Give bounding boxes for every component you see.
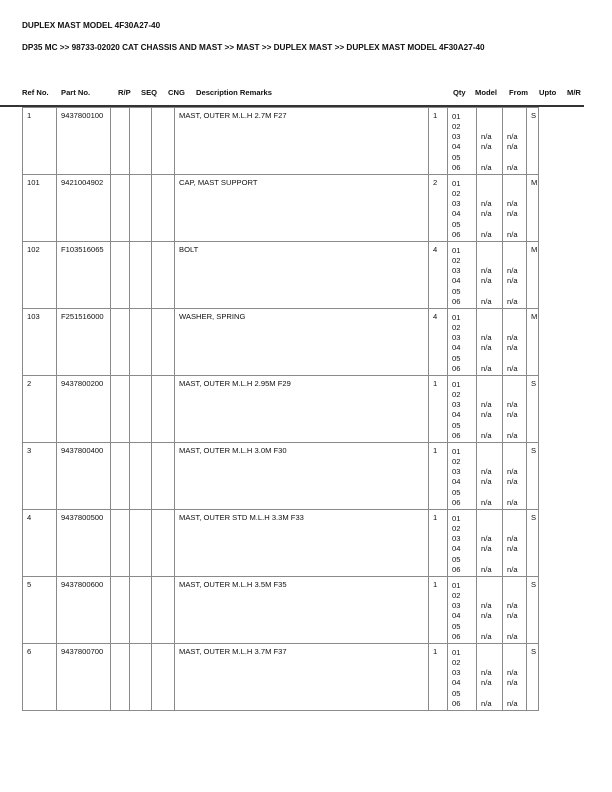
upto-value: n/a — [507, 332, 518, 342]
model-code: 05 — [452, 688, 461, 698]
header-qty: Qty — [453, 88, 466, 97]
model-code: 06 — [452, 565, 461, 575]
ref-no-cell: 4 — [23, 510, 57, 577]
model-code: 01 — [452, 380, 461, 389]
header-mr: M/R — [567, 88, 581, 97]
model-code: 02 — [452, 590, 461, 600]
from-value: n/a — [481, 477, 492, 487]
from-cell — [477, 242, 503, 309]
upto-value: n/a — [507, 431, 518, 441]
model-code: 03 — [452, 399, 461, 409]
from-cell — [477, 510, 503, 577]
upto-value — [507, 648, 526, 658]
from-value: n/a — [481, 410, 492, 420]
header-part-no: Part No. — [61, 88, 91, 97]
from-value — [481, 514, 502, 524]
upto-value: n/a — [507, 265, 518, 275]
description-cell: MAST, OUTER STD M.L.H 3.3M F33 — [175, 510, 429, 577]
cng-cell — [152, 443, 175, 510]
model-code: 06 — [452, 632, 461, 642]
part-no-cell: 9437800700 — [57, 644, 111, 711]
from-value — [481, 648, 502, 658]
model-cell — [448, 510, 477, 577]
model-code: 04 — [452, 209, 461, 219]
model-code: 03 — [452, 198, 461, 208]
from-value: n/a — [481, 332, 492, 342]
from-value: n/a — [481, 678, 492, 688]
from-value — [481, 313, 502, 323]
from-value — [481, 581, 502, 591]
model-code: 04 — [452, 611, 461, 621]
mr-cell: M — [527, 309, 539, 376]
seq-cell — [130, 376, 152, 443]
upto-value — [507, 622, 526, 632]
model-code: 03 — [452, 600, 461, 610]
upto-cell — [503, 376, 527, 443]
upto-value: n/a — [507, 399, 518, 409]
upto-value — [507, 689, 526, 699]
upto-value — [507, 421, 526, 431]
upto-value — [507, 658, 526, 668]
from-value: n/a — [481, 632, 492, 642]
from-value: n/a — [481, 667, 492, 677]
qty-cell: 1 — [429, 443, 448, 510]
mr-cell: S — [527, 443, 539, 510]
model-code: 05 — [452, 420, 461, 430]
ref-no-cell: 5 — [23, 577, 57, 644]
upto-value: n/a — [507, 533, 518, 543]
page-title: DUPLEX MAST MODEL 4F30A27-40 — [22, 21, 161, 30]
model-code: 06 — [452, 498, 461, 508]
upto-value: n/a — [507, 198, 518, 208]
description-cell: MAST, OUTER M.L.H 3.7M F37 — [175, 644, 429, 711]
ref-no-cell: 1 — [23, 108, 57, 175]
from-value: n/a — [481, 399, 492, 409]
upto-value: n/a — [507, 466, 518, 476]
from-value: n/a — [481, 209, 492, 219]
upto-value: n/a — [507, 699, 518, 709]
table-row — [23, 510, 539, 577]
upto-value — [507, 514, 526, 524]
header-rp: R/P — [118, 88, 131, 97]
upto-cell — [503, 644, 527, 711]
part-no-cell: 9437800200 — [57, 376, 111, 443]
model-code: 04 — [452, 410, 461, 420]
table-row — [23, 309, 539, 376]
model-code: 05 — [452, 554, 461, 564]
cng-cell — [152, 510, 175, 577]
model-code: 06 — [452, 699, 461, 709]
header-cng: CNG — [168, 88, 185, 97]
from-value — [481, 287, 502, 297]
description-cell: MAST, OUTER M.L.H 2.95M F29 — [175, 376, 429, 443]
model-code: 03 — [452, 265, 461, 275]
model-code: 06 — [452, 230, 461, 240]
upto-value: n/a — [507, 364, 518, 374]
upto-cell — [503, 108, 527, 175]
qty-cell: 4 — [429, 309, 448, 376]
model-code: 06 — [452, 364, 461, 374]
part-no-cell: F251516000 — [57, 309, 111, 376]
model-code: 01 — [452, 313, 461, 322]
from-value: n/a — [481, 466, 492, 476]
from-value — [481, 447, 502, 457]
from-value: n/a — [481, 611, 492, 621]
rp-cell — [111, 510, 130, 577]
from-value: n/a — [481, 142, 492, 152]
seq-cell — [130, 510, 152, 577]
model-cell — [448, 644, 477, 711]
mr-cell: M — [527, 242, 539, 309]
cng-cell — [152, 175, 175, 242]
seq-cell — [130, 577, 152, 644]
rp-cell — [111, 175, 130, 242]
upto-value — [507, 581, 526, 591]
model-code: 01 — [452, 246, 461, 255]
from-cell — [477, 108, 503, 175]
upto-cell — [503, 443, 527, 510]
rp-cell — [111, 309, 130, 376]
upto-value — [507, 488, 526, 498]
ref-no-cell: 2 — [23, 376, 57, 443]
from-value — [481, 380, 502, 390]
model-cell — [448, 309, 477, 376]
model-code: 02 — [452, 389, 461, 399]
qty-cell: 1 — [429, 644, 448, 711]
model-code: 06 — [452, 431, 461, 441]
model-code: 04 — [452, 544, 461, 554]
qty-cell: 1 — [429, 376, 448, 443]
cng-cell — [152, 242, 175, 309]
upto-value — [507, 354, 526, 364]
model-code: 04 — [452, 142, 461, 152]
from-cell — [477, 309, 503, 376]
upto-value — [507, 287, 526, 297]
from-cell — [477, 443, 503, 510]
cng-cell — [152, 577, 175, 644]
model-code: 03 — [452, 667, 461, 677]
upto-value: n/a — [507, 410, 518, 420]
part-no-cell: F103516065 — [57, 242, 111, 309]
from-value: n/a — [481, 699, 492, 709]
from-value: n/a — [481, 198, 492, 208]
from-value — [481, 246, 502, 256]
from-value: n/a — [481, 297, 492, 307]
from-cell — [477, 577, 503, 644]
upto-value: n/a — [507, 565, 518, 575]
upto-value: n/a — [507, 209, 518, 219]
table-row — [23, 443, 539, 510]
model-code: 05 — [452, 487, 461, 497]
upto-value: n/a — [507, 498, 518, 508]
header-description: Description Remarks — [196, 88, 272, 97]
from-value — [481, 622, 502, 632]
cng-cell — [152, 376, 175, 443]
upto-value — [507, 122, 526, 132]
model-code: 05 — [452, 621, 461, 631]
header-from: From — [509, 88, 528, 97]
mr-cell: S — [527, 577, 539, 644]
model-cell — [448, 577, 477, 644]
from-value: n/a — [481, 533, 492, 543]
upto-value — [507, 112, 526, 122]
model-code: 03 — [452, 131, 461, 141]
model-code: 03 — [452, 466, 461, 476]
model-code: 04 — [452, 343, 461, 353]
ref-no-cell: 6 — [23, 644, 57, 711]
upto-value: n/a — [507, 131, 518, 141]
from-cell — [477, 376, 503, 443]
seq-cell — [130, 309, 152, 376]
from-value — [481, 555, 502, 565]
from-value — [481, 421, 502, 431]
from-value: n/a — [481, 600, 492, 610]
qty-cell: 1 — [429, 510, 448, 577]
model-code: 01 — [452, 179, 461, 188]
upto-value — [507, 153, 526, 163]
upto-value: n/a — [507, 544, 518, 554]
upto-value — [507, 179, 526, 189]
from-value — [481, 179, 502, 189]
ref-no-cell: 101 — [23, 175, 57, 242]
upto-value: n/a — [507, 611, 518, 621]
upto-value: n/a — [507, 276, 518, 286]
header-ref-no: Ref No. — [22, 88, 49, 97]
rp-cell — [111, 577, 130, 644]
qty-cell: 2 — [429, 175, 448, 242]
part-no-cell: 9437800600 — [57, 577, 111, 644]
rp-cell — [111, 644, 130, 711]
from-value: n/a — [481, 163, 492, 173]
from-value — [481, 457, 502, 467]
upto-value: n/a — [507, 600, 518, 610]
ref-no-cell: 103 — [23, 309, 57, 376]
mr-cell: M — [527, 175, 539, 242]
ref-no-cell: 102 — [23, 242, 57, 309]
from-value: n/a — [481, 431, 492, 441]
table-row — [23, 175, 539, 242]
upto-value — [507, 390, 526, 400]
model-code: 03 — [452, 332, 461, 342]
upto-value: n/a — [507, 477, 518, 487]
cng-cell — [152, 309, 175, 376]
from-value — [481, 591, 502, 601]
model-code: 01 — [452, 514, 461, 523]
upto-value — [507, 323, 526, 333]
upto-value: n/a — [507, 667, 518, 677]
from-value: n/a — [481, 565, 492, 575]
rp-cell — [111, 443, 130, 510]
upto-cell — [503, 242, 527, 309]
model-code: 06 — [452, 297, 461, 307]
description-cell: MAST, OUTER M.L.H 2.7M F27 — [175, 108, 429, 175]
upto-value — [507, 313, 526, 323]
from-value — [481, 189, 502, 199]
part-no-cell: 9437800500 — [57, 510, 111, 577]
model-code: 02 — [452, 456, 461, 466]
from-value — [481, 112, 502, 122]
cng-cell — [152, 644, 175, 711]
model-code: 01 — [452, 648, 461, 657]
model-code: 04 — [452, 678, 461, 688]
description-cell: MAST, OUTER M.L.H 3.0M F30 — [175, 443, 429, 510]
part-no-cell: 9437800100 — [57, 108, 111, 175]
model-cell — [448, 175, 477, 242]
header-upto: Upto — [539, 88, 557, 97]
model-code: 05 — [452, 152, 461, 162]
seq-cell — [130, 242, 152, 309]
from-value — [481, 488, 502, 498]
rp-cell — [111, 108, 130, 175]
upto-value: n/a — [507, 230, 518, 240]
qty-cell: 1 — [429, 577, 448, 644]
from-value: n/a — [481, 131, 492, 141]
description-cell: MAST, OUTER M.L.H 3.5M F35 — [175, 577, 429, 644]
part-no-cell: 9437800400 — [57, 443, 111, 510]
from-value — [481, 220, 502, 230]
model-code: 02 — [452, 121, 461, 131]
description-cell: BOLT — [175, 242, 429, 309]
upto-value — [507, 524, 526, 534]
from-cell — [477, 644, 503, 711]
upto-value — [507, 246, 526, 256]
upto-value — [507, 555, 526, 565]
from-value — [481, 689, 502, 699]
upto-cell — [503, 577, 527, 644]
from-value: n/a — [481, 230, 492, 240]
upto-value: n/a — [507, 343, 518, 353]
part-no-cell: 9421004902 — [57, 175, 111, 242]
model-code: 01 — [452, 581, 461, 590]
model-cell — [448, 242, 477, 309]
model-code: 05 — [452, 286, 461, 296]
seq-cell — [130, 644, 152, 711]
rp-cell — [111, 242, 130, 309]
description-cell: WASHER, SPRING — [175, 309, 429, 376]
model-code: 01 — [452, 112, 461, 121]
upto-value: n/a — [507, 142, 518, 152]
model-code: 06 — [452, 163, 461, 173]
model-code: 02 — [452, 657, 461, 667]
upto-value — [507, 256, 526, 266]
model-cell — [448, 108, 477, 175]
model-code: 01 — [452, 447, 461, 456]
seq-cell — [130, 175, 152, 242]
table-row — [23, 644, 539, 711]
table-row — [23, 577, 539, 644]
from-value — [481, 658, 502, 668]
upto-cell — [503, 309, 527, 376]
model-cell — [448, 443, 477, 510]
mr-cell: S — [527, 510, 539, 577]
header-model: Model — [475, 88, 497, 97]
from-value — [481, 256, 502, 266]
seq-cell — [130, 443, 152, 510]
table-row — [23, 108, 539, 175]
from-value: n/a — [481, 544, 492, 554]
rp-cell — [111, 376, 130, 443]
upto-value — [507, 457, 526, 467]
from-value: n/a — [481, 276, 492, 286]
from-value — [481, 524, 502, 534]
from-value — [481, 323, 502, 333]
model-code: 02 — [452, 255, 461, 265]
mr-cell: S — [527, 376, 539, 443]
from-value — [481, 354, 502, 364]
qty-cell: 4 — [429, 242, 448, 309]
cng-cell — [152, 108, 175, 175]
model-cell — [448, 376, 477, 443]
from-value — [481, 122, 502, 132]
model-code: 05 — [452, 219, 461, 229]
model-code: 03 — [452, 533, 461, 543]
from-value — [481, 153, 502, 163]
table-row — [23, 376, 539, 443]
mr-cell: S — [527, 644, 539, 711]
model-code: 05 — [452, 353, 461, 363]
from-value: n/a — [481, 498, 492, 508]
model-code: 04 — [452, 276, 461, 286]
from-cell — [477, 175, 503, 242]
model-code: 02 — [452, 523, 461, 533]
upto-cell — [503, 175, 527, 242]
table-row — [23, 242, 539, 309]
upto-value: n/a — [507, 678, 518, 688]
upto-cell — [503, 510, 527, 577]
upto-value — [507, 220, 526, 230]
description-cell: CAP, MAST SUPPORT — [175, 175, 429, 242]
header-seq: SEQ — [141, 88, 158, 97]
ref-no-cell: 3 — [23, 443, 57, 510]
from-value: n/a — [481, 364, 492, 374]
parts-table — [22, 107, 539, 711]
upto-value — [507, 447, 526, 457]
seq-cell — [130, 108, 152, 175]
qty-cell: 1 — [429, 108, 448, 175]
model-code: 02 — [452, 188, 461, 198]
upto-value: n/a — [507, 297, 518, 307]
from-value: n/a — [481, 343, 492, 353]
breadcrumb: DP35 MC >> 98733-02020 CAT CHASSIS AND MAST >> MAST >> DUPLEX MAST >> DUPLEX MAST MODEL 4F30A27-40 — [22, 43, 485, 52]
upto-value — [507, 189, 526, 199]
upto-value: n/a — [507, 632, 518, 642]
model-code: 02 — [452, 322, 461, 332]
model-code: 04 — [452, 477, 461, 487]
upto-value — [507, 591, 526, 601]
from-value: n/a — [481, 265, 492, 275]
mr-cell: S — [527, 108, 539, 175]
from-value — [481, 390, 502, 400]
upto-value: n/a — [507, 163, 518, 173]
upto-value — [507, 380, 526, 390]
